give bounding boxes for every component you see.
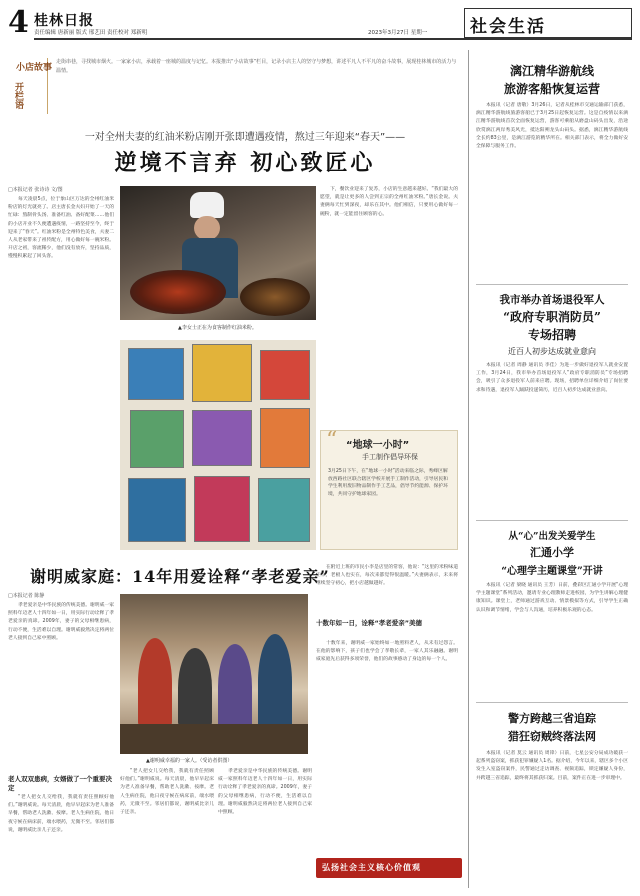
column-brand: 小店故事 (16, 63, 53, 73)
paper-name: 桂林日报 (34, 13, 94, 29)
chef-hat (190, 192, 224, 218)
craft-tile (128, 348, 184, 400)
story2-headline: 谢明威家庭：14年用爱诠释“孝老爱亲” (30, 567, 330, 586)
masthead (8, 6, 632, 50)
craft-tile (260, 408, 310, 468)
publication-date: 2023年3月27日 星期一 (368, 30, 428, 36)
family-photo (120, 594, 308, 754)
story-b-headline-3: 专场招聘 (527, 328, 576, 342)
editor-credits: 责任编辑 唐新丽 版式 邢艺田 责任校对 郑新明 (34, 30, 148, 36)
earth-hour-subtitle: 手工制作倡导环保 (362, 453, 418, 461)
values-banner-text: 弘扬社会主义核心价值观 (322, 863, 421, 872)
earth-hour-title: “地球一小时” (346, 440, 410, 451)
family-member (218, 644, 252, 730)
story2-column-1: 孝老爱亲是中华民族的传统美德。谢明威一家照料年迈老人十四年如一日，用实际行动诠释了孝老爱亲的真谛。2009年，妻子的父母相继患病，行动不便，生活难以自理。谢明威毅然决定将两位老人接到自己家中照顾。 (8, 603, 114, 641)
story-b-body: 本报讯（记者 周静 通讯员 李佳）为进一步做好退役军人就业安置工作，3月24日，我市举办首场退役军人“政府专职消防员”专场招聘会，吸引了众多退役军人前来应聘。现场，招聘单位详细介绍了岗位要求和待遇，退役军人踊跃投递简历，近百人初步达成就业意向。 (476, 363, 628, 393)
story-b-headline-2: “政府专职消防员” (503, 310, 601, 324)
story-c-body: 本报讯（记者 梁晓 通讯员 王芳）日前，叠彩区汇通小学开展“心理学主题课堂”系列活动，邀请专业心理教师走进校园，为学生讲解心理健康知识。课堂上，老师通过游戏互动、情景模拟等方式，引导学生正确认识和调节情绪，学会与人沟通，培养积极乐观的心态。 (476, 583, 628, 613)
chef-face (194, 216, 220, 240)
story2-subhead-1: 老人双双患病，女婿做了一个重要决定 (8, 775, 112, 792)
story2-column-3: 孝老爱亲是中华民族的传统美德。谢明威一家照料年迈老人十四年如一日，用实际行动诠释了孝老爱亲的真谛。2009年，妻子的父母相继患病，行动不便，生活难以自理。谢明威毅然决定将两位老人接到自己家中照顾。 (218, 769, 312, 816)
column-intro-label: 开栏语 (13, 82, 23, 109)
story-c-headline-1: 从“心”出发关爱学生 (508, 531, 596, 542)
story-d-headline-2: 猎狂窃贼终落法网 (508, 730, 596, 743)
family-member (138, 638, 172, 728)
craft-tile (192, 344, 252, 402)
handicraft-photo (120, 340, 316, 550)
column-intro-text: 走街串巷，寻找城市烟火。一家家小店，承载着一座城的温度与记忆。本报推出“小店故事”栏目，记录小店主人的坚守与梦想，讲述平凡人不平凡的奋斗故事，展现桂林城市的活力与温情。 (56, 59, 457, 74)
craft-tile (260, 350, 310, 400)
story1-byline: □本报记者 张诗诗 文/图 (8, 187, 63, 193)
story2-subhead-2: 十数年如一日，诠释“孝老爱亲”美德 (316, 619, 423, 627)
story2-byline: □本报记者 陈静 (8, 593, 45, 599)
quote-mark-icon: “ (326, 428, 338, 453)
story-b-subhead: 近百人初步达成就业意向 (508, 347, 596, 356)
story-separator (476, 284, 628, 285)
right-column-divider (468, 50, 469, 888)
craft-tile (128, 478, 186, 542)
craft-tile (130, 410, 184, 468)
story2-column-2: “老人把女儿交给我，我就有责任照顾好他们。”谢明威说。每天清晨，他早早起床为老人准备早餐，帮助老人洗漱、按摩。老人生病住院，他日夜守候在病床前，端水喂药，无微不至。邻居们都说，谢明威比亲儿子还亲。 (120, 769, 214, 816)
story-c-headline-3: “心理学主题课堂”开讲 (501, 566, 603, 577)
noodle-bowl (130, 270, 226, 314)
craft-tile (194, 476, 250, 542)
craft-tile (192, 410, 252, 466)
page-number: 4 (8, 5, 29, 40)
story2-column-4: 十数年来，谢明威一家始终如一地照料老人，从未有过怨言。在他的影响下，孩子们也学会了孝敬长辈，一家人其乐融融。谢明威家庭先后获得多项荣誉，他们的故事感动了身边的每一个人。 (316, 641, 458, 663)
story-c-headline-2: 汇通小学 (530, 546, 574, 559)
masthead-rule (34, 38, 632, 40)
earth-hour-text: 3月25日下午，在“地球一小时”活动来临之际，秀峰区解放西路社区联合辖区学校开展手工制作活动，引导居民和学生利用废旧物品制作手工艺品，倡导节约能源、保护环境，共同守护地球家园。 (328, 469, 448, 497)
story1-headline: 逆境不言弃 初心致匠心 (114, 150, 376, 176)
story-d-body: 本报讯（记者 莫云 通讯员 周锋）日前，七星公安分局成功破获一起系列盗窃案，抓获犯罪嫌疑人1名。据介绍，今年以来，辖区多个小区发生入室盗窃案件，民警通过走访调查、视频追踪，锁定嫌疑人身份，并跨越三省追踪，最终将其抓获归案。目前，案件正在进一步审理中。 (476, 751, 628, 781)
chef-photo (120, 186, 316, 320)
story-a-headline-1: 漓江精华游航线 (509, 64, 594, 78)
story2-column-4-top: 在附近上班的市民小李是店里的常客，他说：“这里的米粉味道正宗，老板人也实在，每次来都觉得很温暖。”夫妻俩表示，未来将继续坚守初心，把小店越做越好。 (316, 565, 458, 587)
story1-column-3: 下，餐饮业迎来了复苏，小店的生意越来越好。“我们最大的愿望，就是让更多的人尝到正宗的全州红油米粉。”唐长金说。夫妻俩每天忙到深夜，却乐在其中。他们相信，只要用心做好每一碗粉，就一定能留住顾客的心。 (320, 187, 458, 217)
story-d-headline-1: 警方跨越三省追踪 (508, 712, 596, 725)
family-photo-floor (120, 724, 308, 754)
story2-column-1b: “老人把女儿交给我，我就有责任照顾好他们。”谢明威说。每天清晨，他早早起床为老人准备早餐，帮助老人洗漱、按摩。老人生病住院，他日夜守候在病床前，端水喂药，无微不至。邻居们都说，谢明威比亲儿子还亲。 (8, 795, 114, 833)
story-a-headline-2: 旅游客船恢复运营 (503, 82, 600, 96)
chef-photo-caption: ▲李女士正在为食客制作红油米粉。 (178, 325, 257, 331)
story-b-headline-1: 我市举办首场退役军人 (499, 294, 605, 306)
story-separator (476, 702, 628, 703)
story1-column-1: 每天凌晨5点，位于象山区万达的全州红油米粉店的灯光就亮了。店主唐长金夫妇开始了一天的忙碌：熬制骨头汤、准备红油、备好配菜……他们的小店开业不久便遭遇疫情，一路坚持至今，终于迎来了“春天”。红油米粉是全州特色美食，夫妻二人从老家带来了祖传配方，用心做好每一碗米粉。开店之初，客流稀少，他们没有放弃，坚持品质，慢慢积累起了回头客。 (8, 197, 114, 260)
craft-tile (258, 478, 310, 542)
family-photo-caption: ▲谢明威幸福的一家人。（受访者供图） (146, 758, 233, 764)
story1-kicker: 一对全州夫妻的红油米粉店刚开张即遭遇疫情，熬过三年迎来“春天”—— (84, 132, 406, 143)
column-intro (8, 56, 460, 122)
family-member (178, 648, 212, 728)
section-title: 社会生活 (470, 17, 546, 37)
story-a-body: 本报讯（记者 唐敬）3月26日，记者从桂林市交通运输部门获悉，漓江精华游航线旅游客船已于3月25日起恢复运营。这是自疫情以来漓江精华游航线首次全面恢复运营，游客可乘船从磨盘山码头出发，沿途欣赏漓江两岸秀美风光，抵达阳朔龙头山码头。据悉，漓江精华游航线全长约83公里，是漓江游览的精华所在。相关部门表示，将全力做好安全保障与服务工作。 (476, 103, 628, 150)
family-member (258, 634, 292, 730)
story-separator (476, 520, 628, 521)
noodle-bowl-2 (240, 278, 310, 316)
